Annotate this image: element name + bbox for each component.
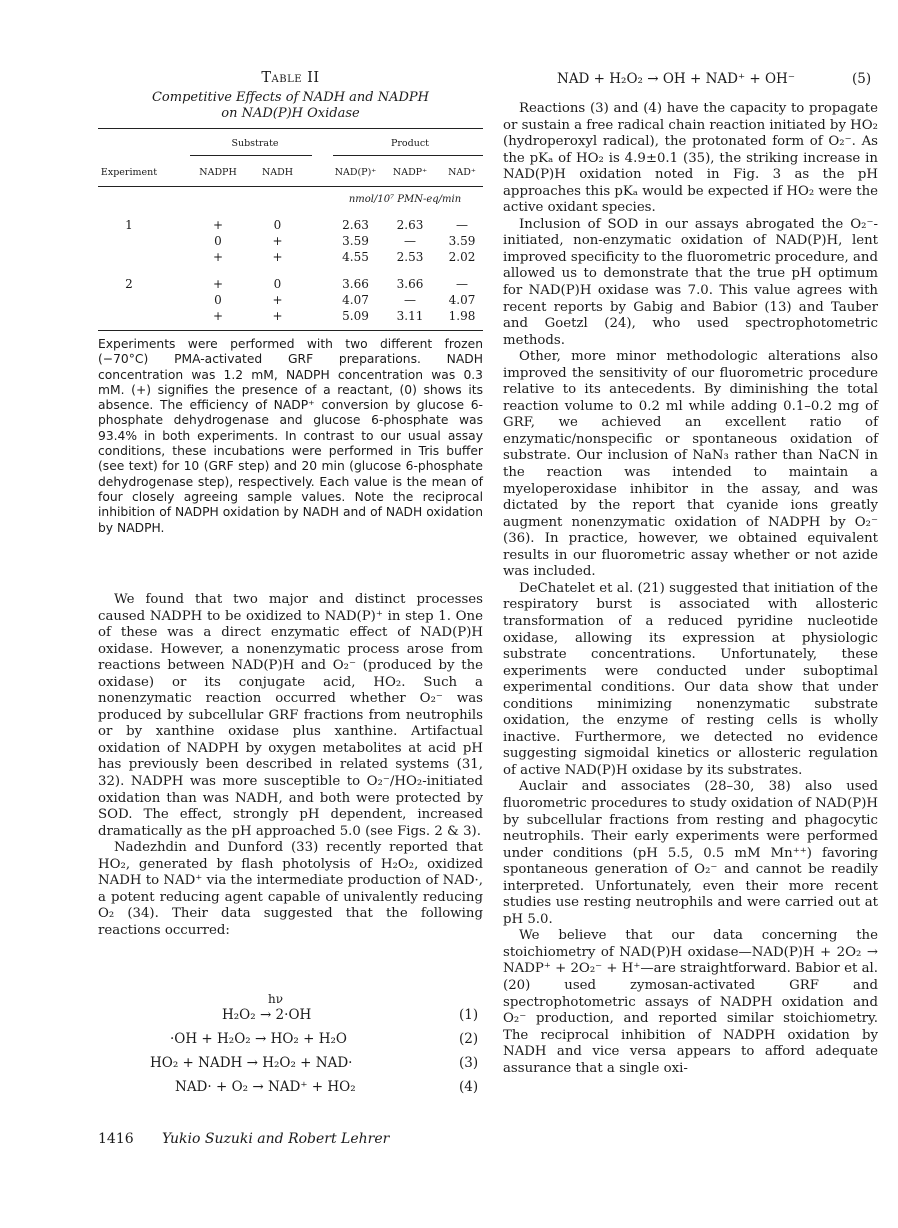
equation-5-number: (5) — [852, 71, 872, 87]
equation-5: NAD + H₂O₂ → OH + NAD⁺ + OH⁻ — [557, 71, 795, 87]
group-header-product: Product — [391, 138, 429, 149]
table-cell: 4.07 — [448, 293, 476, 307]
table-cell: 1 — [125, 218, 133, 232]
table-caption-line2: on NAD(P)H Oxidase — [221, 106, 360, 121]
table-cell: 2.02 — [448, 250, 476, 264]
table-cell: 3.11 — [396, 309, 424, 323]
equation-1: H₂O₂ → 2·OH — [222, 1007, 312, 1023]
col-nadh: NADH — [261, 167, 294, 178]
paragraph: Reactions (3) and (4) have the capacity to propagate or sustain a free radical chain reaction initiated by HO₂ (hydroperoxyl radical), the protonated form of O₂⁻. As the pKₐ of HO₂ is 4.9±0.1 (35), the striking increase in NAD(P)H oxidation noted in Fig. 3 as the pH approaches this pKₐ would be expected if HO₂ were the active oxidant species. — [503, 101, 879, 216]
table-cell: — — [456, 218, 468, 232]
paragraph: We believe that our data concerning the stoichiometry of NAD(P)H oxidase—NAD(P)H + 2O₂ → NADP⁺ + 2O₂⁻ + H⁺—are straightforward. Babior et al. (20) used zymosan-activated GRF and spectrophotometric assays of NADPH oxidation and O₂⁻ production, and reported similar stoichiometry. The reciprocal inhibition of NADPH oxidation by NADH and vice versa appears to afford adequate assurance that a single oxi- — [503, 928, 878, 1076]
col-nadph: NADPH — [199, 167, 237, 178]
table-cell: 2.53 — [396, 250, 424, 264]
equation-4: NAD· + O₂ → NAD⁺ + HO₂ — [175, 1079, 356, 1095]
table-cell: 0 — [273, 277, 282, 291]
product-rule — [333, 155, 483, 156]
table-bottom-rule — [98, 330, 483, 331]
table-cell: 4.07 — [342, 293, 369, 307]
table-cell: 3.66 — [396, 277, 424, 291]
table-cell: 2 — [125, 277, 133, 291]
table-title: Table II — [261, 70, 320, 86]
table-cell: + — [212, 277, 224, 291]
table-cell: 0 — [273, 218, 282, 232]
substrate-rule — [190, 155, 312, 156]
equation-1-number: (1) — [459, 1007, 479, 1023]
table-cell: 5.09 — [342, 309, 369, 323]
table-units: nmol/10⁷ PMN-eq/min — [348, 194, 462, 205]
equation-2-number: (2) — [459, 1031, 479, 1047]
table-cell: 3.59 — [448, 234, 476, 248]
table-cell: — — [456, 277, 468, 291]
table-cell: 1.98 — [448, 309, 476, 323]
col-experiment: Experiment — [100, 167, 158, 178]
equation-4-number: (4) — [459, 1079, 479, 1095]
running-authors: Yukio Suzuki and Robert Lehrer — [162, 1131, 390, 1147]
table-cell: + — [272, 293, 283, 307]
table-cell: — — [404, 293, 416, 307]
group-header-substrate: Substrate — [231, 138, 279, 149]
equation-2: ·OH + H₂O₂ → HO₂ + H₂O — [170, 1031, 347, 1047]
table-cell: + — [212, 250, 224, 264]
right-body — [503, 101, 878, 1077]
table-header-rule — [98, 186, 483, 187]
table-caption-line1: Competitive Effects of NADH and NADPH — [151, 90, 430, 105]
table-cell: — — [404, 234, 416, 248]
table-footnote: Experiments were performed with two different frozen (−70°C) PMA-activated GRF preparations. NADH concentration was 1.2 mM, NADPH concentration was 0.3 mM. (+) signifies the presence of a reactant, (0) shows its absence. The efficiency of NADP⁺ conversion by glucose 6-phosphate dehydrogenase and glucose 6-phosphate was 93.4% in both experiments. In contrast to our usual assay conditions, these incubations were performed in Tris buffer (see text) for 10 (GRF step) and 20 min (glucose 6-phosphate dehydrogenase step), respectively. Each value is the mean of four closely agreeing sample values. Note the reciprocal inhibition of NADPH oxidation by NADH and of NADH oxidation by NADPH. — [98, 337, 483, 535]
col-nadp-total: NAD(P)⁺ — [334, 167, 377, 178]
paragraph: Inclusion of SOD in our assays abrogated the O₂⁻-initiated, non-enzymatic oxidation of NAD(P)H, lent improved specificity to the fluorometric procedure, and allowed us to demonstrate that the true pH optimum for NAD(P)H oxidase was 7.0. This value agrees with recent reports by Gabig and Babior (13) and Tauber and Goetzl (24), who used spectrophotometric methods. — [503, 216, 878, 348]
paragraph: Auclair and associates (28–30, 38) also used fluorometric procedures to study oxidation of NAD(P)H by subcellular fractions from resting and phagocytic neutrophils. Their early experiments were performed under conditions (pH 5.5, 0.5 mM Mn⁺⁺) favoring spontaneous generation of O₂⁻ and cannot be readily interpreted. Unfortunately, even their more recent studies use resting neutrophils and were carried out at pH 5.0. — [503, 779, 878, 927]
table-cell: 3.59 — [342, 234, 369, 248]
table-cell: + — [272, 309, 283, 323]
table-cell: 0 — [214, 293, 222, 307]
table-cell: + — [212, 218, 224, 232]
paragraph: We found that two major and distinct processes caused NADPH to be oxidized to NAD(P)⁺ in step 1. One of these was a direct enzymatic effect of NAD(P)H oxidase. However, a nonenzymatic process arose from reactions between NAD(P)H and O₂⁻ (produced by the oxidase) or its conjugate acid, HO₂. Such a nonenzymatic reaction occurred whether O₂⁻ was produced by subcellular GRF fractions from neutrophils or by xanthine oxidase plus xanthine. Artifactual oxidation of NADPH by oxygen metabolites at acid pH has previously been described in related systems (31, 32). NADPH was more susceptible to O₂⁻/HO₂-initiated oxidation than was NADH, and both were protected by SOD. The effect, strongly pH dependent, increased dramatically as the pH approached 5.0 (see Figs. 2 & 3). — [98, 592, 483, 839]
col-nad: NAD⁺ — [448, 167, 476, 178]
table-top-rule — [98, 128, 483, 129]
paragraph: Nadezhdin and Dunford (33) recently reported that HO₂, generated by flash photolysis of H₂O₂, oxidized NADH to NAD⁺ via the intermediate production of NAD·, a potent reducing agent capable of univalently reducing O₂ (34). Their data suggested that the following reactions occurred: — [98, 840, 483, 938]
table-cell: + — [272, 234, 283, 248]
col-nadp: NADP⁺ — [392, 167, 428, 178]
page-number: 1416 — [98, 1131, 134, 1147]
table-cell: 0 — [214, 234, 222, 248]
paragraph: Other, more minor methodologic alterations also improved the sensitivity of our fluorometric procedure relative to its antecedents. By diminishing the total reaction volume to 0.2 ml while adding 0.1–0.2 mg of GRF, we achieved an excellent ratio of enzymatic/nonspecific or spontaneous oxidation of substrate. Our inclusion of NaN₃ rather than NaCN in the reaction was intended to maintain a myeloperoxidase inhibitor in the assay, and was dictated by the report that cyanide ions greatly augment nonenzymatic oxidation of NADPH by O₂⁻ (36). In practice, however, we obtained equivalent results in our fluorometric assay whether or not azide was included. — [503, 349, 878, 580]
table-cell: 2.63 — [396, 218, 424, 232]
table-cell: + — [272, 250, 283, 264]
equation-1-over: hν — [268, 992, 284, 1006]
table-cell: 4.55 — [342, 250, 369, 264]
left-body — [98, 592, 483, 939]
equation-3-number: (3) — [459, 1055, 479, 1071]
table-cell: 2.63 — [342, 218, 369, 232]
paragraph: DeChatelet et al. (21) suggested that initiation of the respiratory burst is associated with allosteric transformation of a reduced pyridine nucleotide oxidase, allowing its expression at physiologic substrate concentrations. Unfortunately, these experiments were conducted under suboptimal experimental conditions. Our data show that under conditions minimizing nonenzymatic substrate oxidation, the enzyme of resting cells is wholly inactive. Furthermore, we detected no evidence suggesting sigmoidal kinetics or allosteric regulation of active NAD(P)H oxidase by its substrates. — [503, 580, 878, 778]
table-cell: + — [212, 309, 224, 323]
equation-3: HO₂ + NADH → H₂O₂ + NAD· — [150, 1055, 353, 1071]
table-cell: 3.66 — [342, 277, 369, 291]
